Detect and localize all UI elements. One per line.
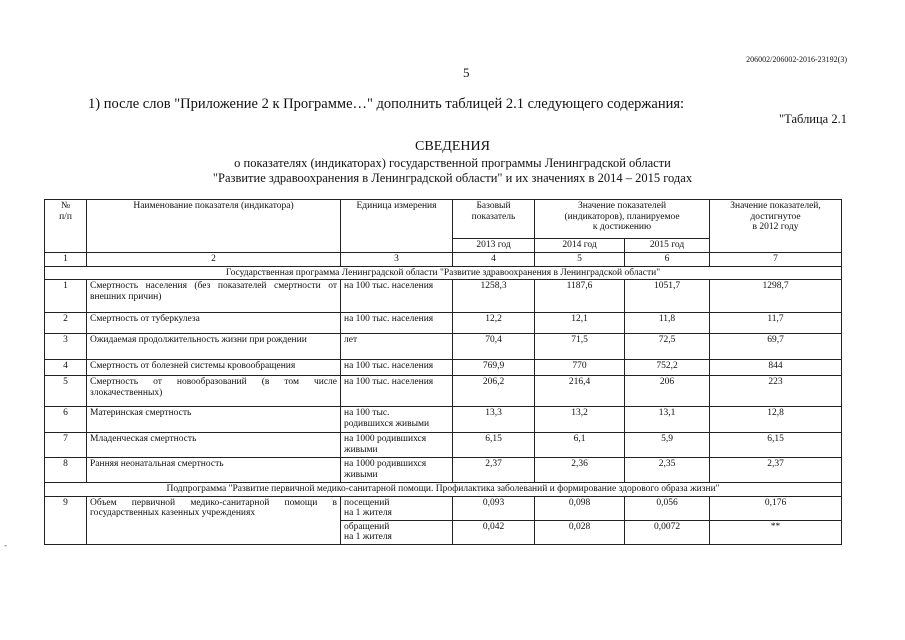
row-2014: 1187,6 bbox=[535, 280, 625, 313]
row-2015: 72,5 bbox=[625, 334, 710, 360]
row-2015: 5,9 bbox=[625, 433, 710, 458]
row-name: Ожидаемая продолжительность жизни при рождении bbox=[87, 334, 341, 360]
row-base: 70,4 bbox=[453, 334, 535, 360]
column-number: 4 bbox=[453, 253, 535, 267]
table-row bbox=[45, 360, 842, 376]
row-2012: 12,8 bbox=[710, 407, 842, 433]
row-name: Смертность от новообразований (в том числе злокачественных) bbox=[87, 376, 341, 407]
row-2012: 69,7 bbox=[710, 334, 842, 360]
row-unit: лет bbox=[341, 334, 453, 360]
row-2015: 13,1 bbox=[625, 407, 710, 433]
table-row bbox=[45, 433, 842, 458]
margin-mark: - bbox=[4, 540, 7, 550]
row-2014: 6,1 bbox=[535, 433, 625, 458]
row-name: Объем первичной медико-санитарной помощи в государственных казенных учреждениях bbox=[87, 496, 341, 544]
table-row bbox=[45, 280, 842, 313]
table-row bbox=[45, 496, 842, 520]
indicators-table bbox=[44, 199, 842, 545]
document-subtitle-line-2: "Развитие здравоохранения в Ленинградской области" и их значениях в 2014 – 2015 годах bbox=[212, 171, 693, 185]
row-2014: 0,098 bbox=[535, 496, 625, 520]
page-number: 5 bbox=[463, 65, 470, 80]
row-2015: 1051,7 bbox=[625, 280, 710, 313]
row-unit: на 1000 родившихся живыми bbox=[341, 433, 453, 458]
row-num: 1 bbox=[45, 280, 87, 313]
row-name: Младенческая смертность bbox=[87, 433, 341, 458]
section-heading-subprogram: Подпрограмма "Развитие первичной медико-санитарной помощи. Профилактика заболеваний и формирование здорового образа жизни" bbox=[45, 483, 842, 497]
row-2014: 12,1 bbox=[535, 313, 625, 334]
header-year-2014: 2014 год bbox=[535, 239, 625, 253]
column-number: 3 bbox=[341, 253, 453, 267]
row-2015: 206 bbox=[625, 376, 710, 407]
row-name: Смертность от болезней системы кровообращения bbox=[87, 360, 341, 376]
row-num: 6 bbox=[45, 407, 87, 433]
row-base: 0,093 bbox=[453, 496, 535, 520]
table-row bbox=[45, 334, 842, 360]
row-2012: 844 bbox=[710, 360, 842, 376]
row-unit: на 100 тыс. населения bbox=[341, 360, 453, 376]
row-base: 12,2 bbox=[453, 313, 535, 334]
column-number-row bbox=[45, 253, 842, 267]
column-number: 2 bbox=[87, 253, 341, 267]
row-unit: на 100 тыс. родившихся живыми bbox=[341, 407, 453, 433]
row-unit: на 100 тыс. населения bbox=[341, 280, 453, 313]
row-2015: 752,2 bbox=[625, 360, 710, 376]
row-2012: 0,176 bbox=[710, 496, 842, 520]
row-base: 6,15 bbox=[453, 433, 535, 458]
row-2014: 216,4 bbox=[535, 376, 625, 407]
column-number: 1 bbox=[45, 253, 87, 267]
row-2014: 71,5 bbox=[535, 334, 625, 360]
row-unit: посещений на 1 жителя bbox=[341, 496, 453, 520]
row-2012: 11,7 bbox=[710, 313, 842, 334]
row-2015: 2,35 bbox=[625, 458, 710, 483]
row-unit: на 100 тыс. населения bbox=[341, 376, 453, 407]
table-row bbox=[45, 458, 842, 483]
row-2015: 11,8 bbox=[625, 313, 710, 334]
header-year-2015: 2015 год bbox=[625, 239, 710, 253]
row-num: 9 bbox=[45, 496, 87, 544]
table-row bbox=[45, 376, 842, 407]
row-num: 5 bbox=[45, 376, 87, 407]
row-unit: на 1000 родившихся живыми bbox=[341, 458, 453, 483]
row-unit: обращений на 1 жителя bbox=[341, 520, 453, 544]
table-row bbox=[45, 313, 842, 334]
row-num: 8 bbox=[45, 458, 87, 483]
row-2012: 2,37 bbox=[710, 458, 842, 483]
header-year-2013: 2013 год bbox=[453, 239, 535, 253]
row-base: 13,3 bbox=[453, 407, 535, 433]
header-base: Базовый показатель bbox=[453, 200, 535, 239]
row-num: 4 bbox=[45, 360, 87, 376]
row-base: 2,37 bbox=[453, 458, 535, 483]
column-number: 7 bbox=[710, 253, 842, 267]
row-2015: 0,056 bbox=[625, 496, 710, 520]
row-num: 3 bbox=[45, 334, 87, 360]
row-base: 1258,3 bbox=[453, 280, 535, 313]
column-number: 5 bbox=[535, 253, 625, 267]
document-subtitle-line-1: о показателях (индикаторах) государственной программы Ленинградской области bbox=[234, 156, 671, 170]
row-2014: 0,028 bbox=[535, 520, 625, 544]
header-name: Наименование показателя (индикатора) bbox=[87, 200, 341, 253]
table-row bbox=[45, 407, 842, 433]
row-2012: ** bbox=[710, 520, 842, 544]
column-number: 6 bbox=[625, 253, 710, 267]
row-2012: 223 bbox=[710, 376, 842, 407]
header-achieved: Значение показателей, достигнутое в 2012 году bbox=[710, 200, 842, 253]
document-title: СВЕДЕНИЯ bbox=[415, 139, 490, 154]
row-name: Ранняя неонатальная смертность bbox=[87, 458, 341, 483]
section-heading-program: Государственная программа Ленинградской области "Развитие здравоохранения в Ленинградской области" bbox=[45, 266, 842, 280]
row-name: Смертность от туберкулеза bbox=[87, 313, 341, 334]
row-base: 0,042 bbox=[453, 520, 535, 544]
row-num: 7 bbox=[45, 433, 87, 458]
row-2014: 13,2 bbox=[535, 407, 625, 433]
row-2015: 0,0072 bbox=[625, 520, 710, 544]
row-num: 2 bbox=[45, 313, 87, 334]
row-unit: на 100 тыс. населения bbox=[341, 313, 453, 334]
header-unit: Единица измерения bbox=[341, 200, 453, 253]
row-base: 206,2 bbox=[453, 376, 535, 407]
row-2014: 770 bbox=[535, 360, 625, 376]
header-planned: Значение показателей (индикаторов), планируемое к достижению bbox=[535, 200, 710, 239]
table-reference: "Таблица 2.1 bbox=[779, 112, 847, 126]
row-base: 769,9 bbox=[453, 360, 535, 376]
row-2012: 6,15 bbox=[710, 433, 842, 458]
row-2014: 2,36 bbox=[535, 458, 625, 483]
row-name: Смертность населения (без показателей смертности от внешних причин) bbox=[87, 280, 341, 313]
intro-text: 1) после слов "Приложение 2 к Программе…" дополнить таблицей 2.1 следующего содержания: bbox=[88, 96, 685, 112]
row-2012: 1298,7 bbox=[710, 280, 842, 313]
row-name: Материнская смертность bbox=[87, 407, 341, 433]
document-number: 206002/206002-2016-23192(3) bbox=[746, 55, 847, 64]
header-num: № п/п bbox=[45, 200, 87, 253]
